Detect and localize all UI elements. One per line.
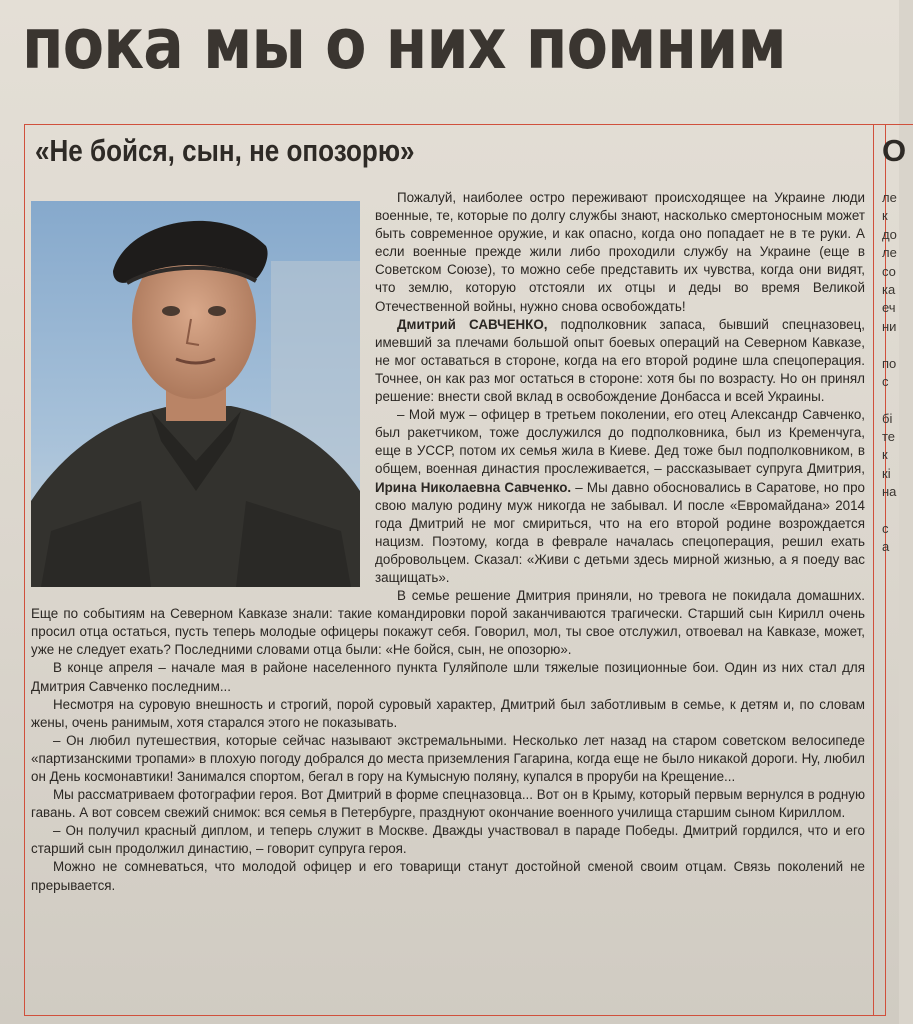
adjacent-text-fragment: кі: [882, 465, 891, 481]
adjacent-text-fragment: ка: [882, 281, 896, 297]
adjacent-text-fragment: [882, 336, 897, 354]
person-name: Дмитрий САВЧЕНКО,: [397, 316, 548, 332]
adjacent-text-fragment: ле: [882, 190, 897, 205]
adjacent-text-fragment: по: [882, 355, 897, 371]
paragraph-text: – Он любил путешествия, которые сейчас называют экстремальными. Несколько лет назад на старом советском велосипеде «партизанскими тропами» в плохую погоду добрался до места приземления Гагарина, когда еще не было никакой дороги. Ну, любил он День космонавтики! Занимался спортом, бегал в гору на Кумысную поляну, купался в проруби на Крещение...: [31, 732, 865, 784]
adjacent-text-fragment: к: [882, 208, 888, 224]
article-paragraph: [31, 659, 865, 695]
article-title: «Не бойся, сын, не опозорю»: [35, 133, 415, 168]
person-name: Ирина Николаевна Савченко.: [375, 479, 572, 495]
article-paragraph: [31, 587, 865, 659]
adjacent-text-fragment: ни: [882, 318, 897, 334]
article-paragraph: [31, 786, 865, 822]
adjacent-text-fragment: бі: [882, 410, 893, 426]
adjacent-article-title: О: [882, 133, 907, 168]
adjacent-text-fragment: со: [882, 263, 896, 279]
article-paragraph: [31, 822, 865, 858]
adjacent-text-fragment: с: [882, 521, 889, 537]
adjacent-text-fragment: ле: [882, 245, 897, 261]
article-box: [24, 124, 886, 1016]
adjacent-text-fragment: до: [882, 226, 897, 242]
paragraph-text: – Он получил красный диплом, и теперь служит в Москве. Дважды участвовал в параде Победы. Дмитрий гордился, что и его старший сын продолжил династию, – говорит супруга героя.: [31, 823, 865, 857]
adjacent-text-fragment: а: [882, 539, 890, 555]
paragraph-text: Мы рассматриваем фотографии героя. Вот Дмитрий в форме спецназовца... Вот он в Крыму, который первым вернулся в родную гавань. А вот совсем свежий снимок: вся семья в Петербурге, празднуют окончание военного училища старшим сыном Кириллом.: [31, 787, 865, 821]
portrait-illustration: [31, 201, 360, 587]
adjacent-text-fragment: те: [882, 429, 896, 445]
article-paragraph: [31, 696, 865, 732]
paragraph-text: – Мы давно обосновались в Саратове, но про свою малую родину муж никогда не забывал. И после «Евромайдана» 2014 года Дмитрий не мог смириться, что на его второй родине возрождается нацизм. Поэтому, когда в феврале началась спецоперация, решил ехать добровольцем. Сказал: «Живи с детьми здесь мирной жизнью, а я поеду вас защищать».: [375, 479, 865, 585]
paragraph-text: Пожалуй, наиболее остро переживают происходящее на Украине люди военные, те, которые по долгу службы знают, насколько смертоносным может быть современное оружие, и как опасно, когда оно попадает не в те руки. А если военные прежде жили либо проходили службу на Украине (еще в Советском Союзе), то можно себе представить их чувства, когда они видят, что землю, которую отстояли их отцы и деды во время Великой Отечественной войны, нужно снова освобождать!: [375, 190, 865, 314]
article-paragraph: [31, 732, 865, 786]
article-paragraph: [31, 858, 865, 894]
paragraph-text: В семье решение Дмитрия приняли, но тревога не покидала домашних. Еще по событиям на Северном Кавказе знали: такие командировки порой заканчиваются трагически. Старший сын Кирилл очень просил отца остаться, пусть теперь молодые офицеры покажут себя. Говорил, мол, ты свое отслужил, отвоевал на Кавказе, может, уже не следует ехать? Последними словами отца были: «Не бойся, сын, не опозорю».: [31, 588, 865, 658]
paragraph-text: – Мой муж – офицер в третьем поколении, его отец Александр Савченко, был ракетчиком, тоже дослужился до подполковника, был из Кременчуга, еще в УССР, потом их семья жила в Киеве. Дед тоже был подполковником, в общем, военная династия прослеживается, – рассказывает супруга Дмитрия,: [375, 407, 865, 477]
paragraph-text: подполковник запаса, бывший спецназовец, имевший за плечами большой опыт боевых операций на Северном Кавказе, не мог оставаться в стороне, когда на его второй родине шла спецоперация. Точнее, он как раз мог остаться в стороне: хотя бы по возрасту. Но он принял решение: внести свой вклад в освобождение Донбасса и всей Украины.: [375, 316, 865, 405]
adjacent-text-fragment: еч: [882, 300, 896, 316]
adjacent-text-fragment: [882, 391, 897, 409]
paragraph-text: Можно не сомневаться, что молодой офицер и его товарищи станут достойной сменой своим отцам. Связь поколений не прерывается.: [31, 859, 865, 893]
adjacent-article-text: [882, 189, 897, 557]
soldier-portrait-photo: [31, 201, 360, 587]
adjacent-text-fragment: с: [882, 373, 889, 389]
adjacent-article-column: [873, 124, 913, 1016]
page-headline: пока мы о них помним: [22, 3, 786, 85]
paragraph-text: В конце апреля – начале мая в районе населенного пункта Гуляйполе шли тяжелые позиционные бои. Один из них стал для Дмитрия Савченко последним...: [31, 660, 865, 694]
adjacent-text-fragment: к: [882, 447, 888, 463]
paragraph-text: Несмотря на суровую внешность и строгий, порой суровый характер, Дмитрий был заботливым в семье, к детям и, по словам жены, очень ранимым, хотя старался этого не показывать.: [31, 696, 865, 730]
adjacent-text-fragment: на: [882, 484, 897, 500]
adjacent-text-fragment: [882, 502, 897, 520]
